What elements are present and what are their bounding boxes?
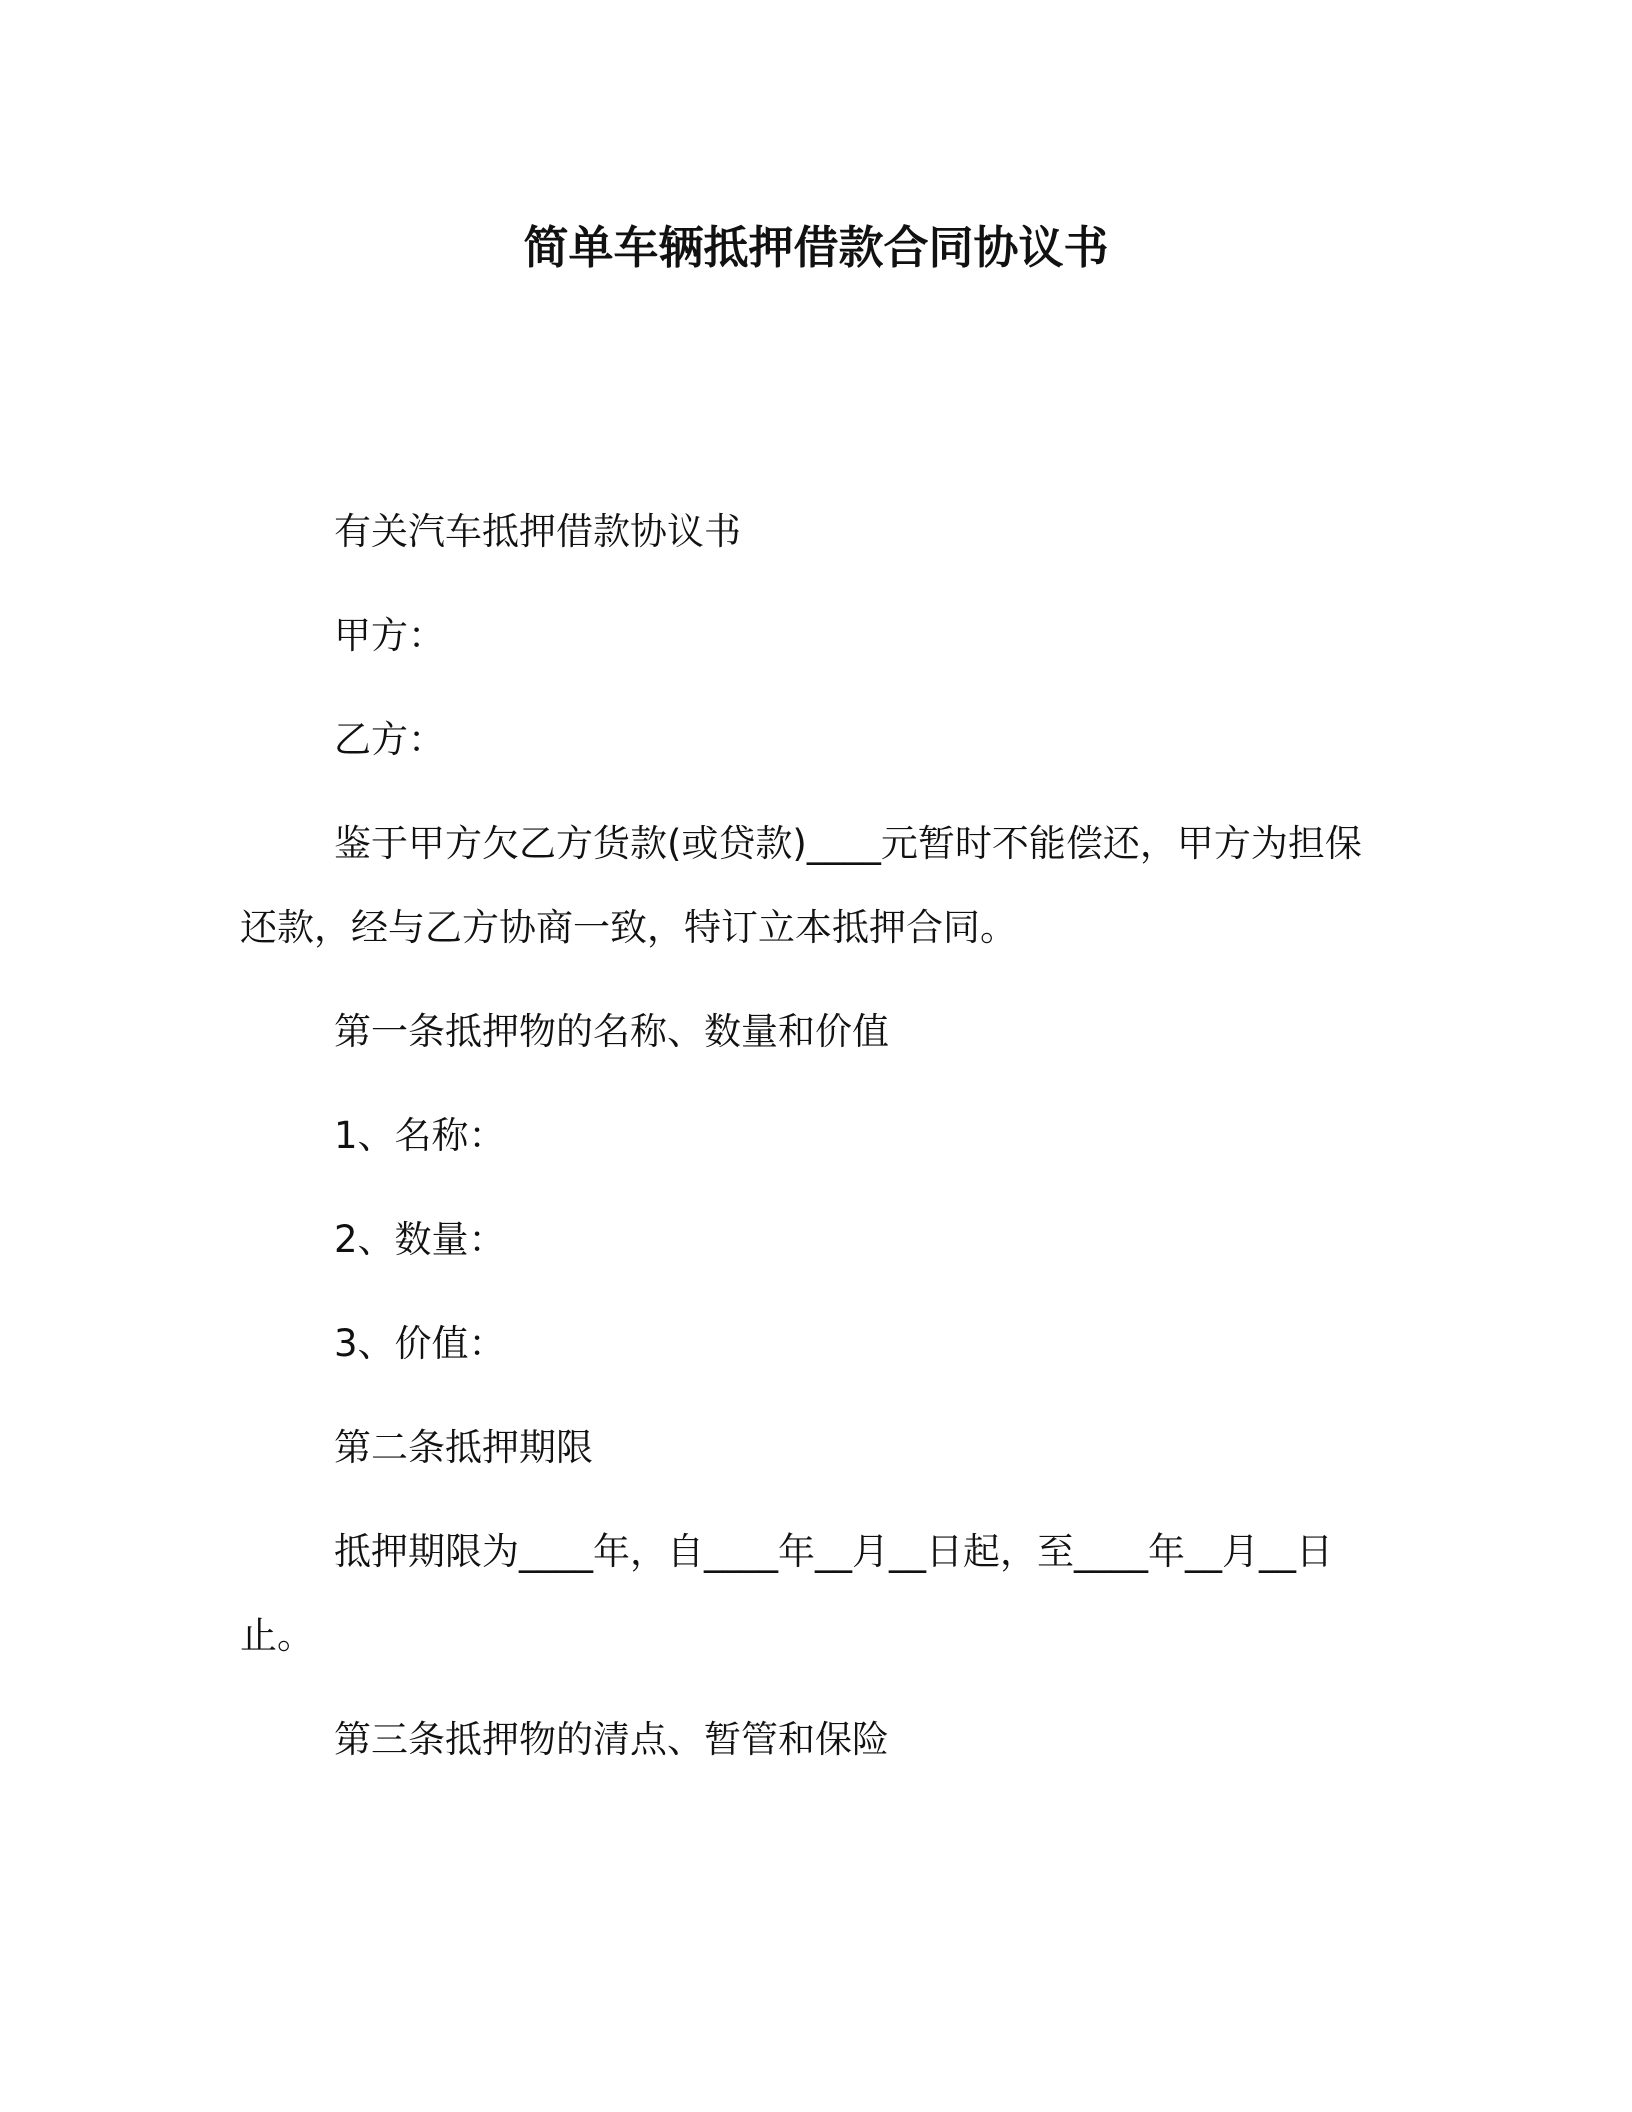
article-3-heading: 第三条抵押物的清点、暂管和保险	[334, 1718, 889, 1761]
party-a-line: 甲方：	[334, 614, 445, 657]
document-title: 简单车辆抵押借款合同协议书	[523, 221, 1109, 274]
term-line-2: 止。	[240, 1614, 314, 1657]
preamble-line-1: 鉴于甲方欠乙方货款(或贷款)____元暂时不能偿还，甲方为担保	[334, 822, 1362, 865]
term-line-1: 抵押期限为____年，自____年__月__日起，至____年__月__日	[334, 1530, 1333, 1573]
item-name-line: 1、名称：	[334, 1114, 506, 1157]
article-1-heading: 第一条抵押物的名称、数量和价值	[334, 1010, 889, 1053]
party-b-line: 乙方：	[334, 718, 445, 761]
preamble-line-2: 还款，经与乙方协商一致，特订立本抵押合同。	[240, 906, 1017, 949]
item-value-line: 3、价值：	[334, 1322, 506, 1365]
item-quantity-line: 2、数量：	[334, 1218, 506, 1261]
article-2-heading: 第二条抵押期限	[334, 1426, 593, 1469]
subtitle-line: 有关汽车抵押借款协议书	[334, 510, 741, 553]
